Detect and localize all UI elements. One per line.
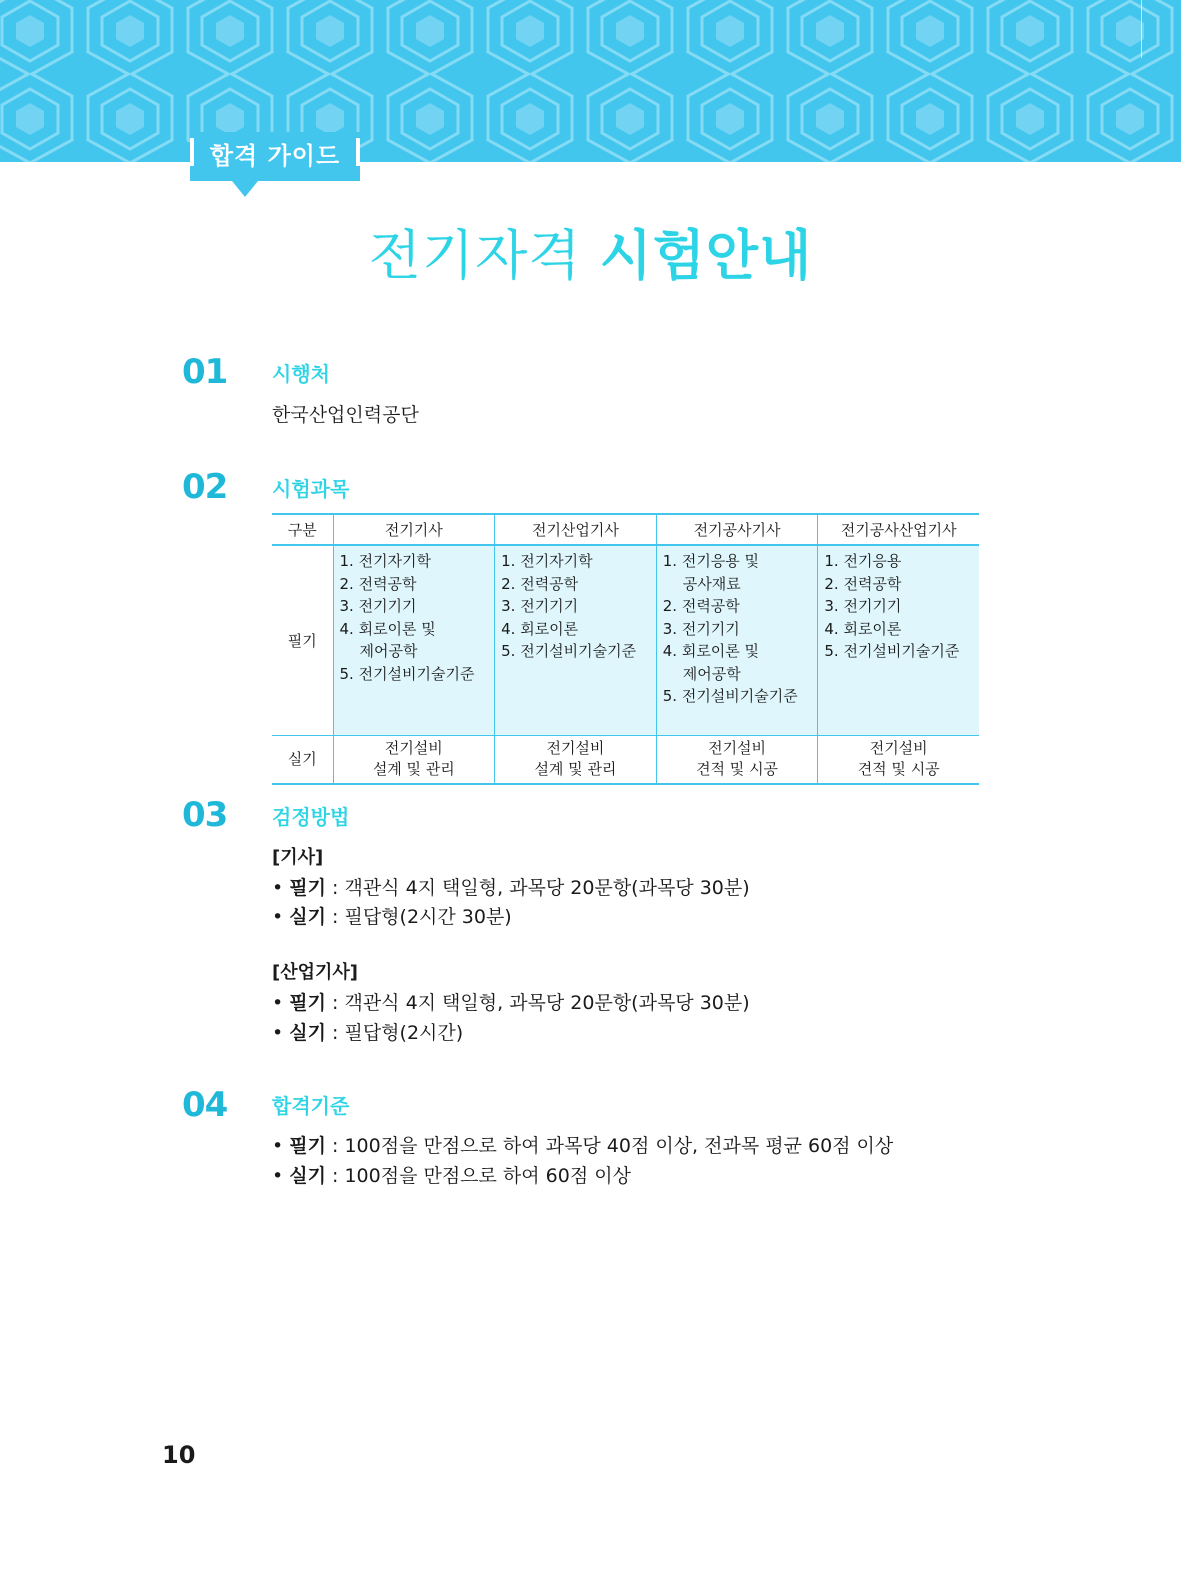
sanup-practical-line (272, 1018, 463, 1045)
bullet-text: : 100점을 만점으로 하여 과목당 40점 이상, 전과목 평균 60점 이상 (325, 1135, 894, 1157)
sanup-written-line (272, 988, 750, 1015)
table-header-cell: 구분 (272, 514, 333, 545)
bullet: • (272, 992, 284, 1014)
subject-line: 3. 전기기기 (339, 597, 417, 615)
bullet: • (272, 1165, 284, 1187)
practical-cell (818, 735, 979, 784)
practical-line: 견적 및 시공 (696, 760, 779, 779)
gisa-written-line (272, 873, 750, 900)
guide-tab-arrow (232, 181, 258, 197)
criteria-practical-line (272, 1161, 631, 1188)
subject-line: 1. 전기자기학 (339, 552, 432, 570)
table-row-written (272, 545, 979, 735)
table-row-practical (272, 735, 979, 784)
subject-line: 2. 전력공학 (662, 597, 740, 615)
practical-line: 전기설비 (546, 739, 605, 758)
table-header-cell: 전기산업기사 (495, 514, 657, 545)
guide-tab (190, 132, 360, 181)
criteria-written-line (272, 1131, 893, 1158)
section-title-02: 시험과목 (272, 477, 350, 501)
table-header-row (272, 514, 979, 545)
fold-line (1141, 0, 1142, 58)
subject-line: 제어공학 (359, 642, 418, 660)
written-cell (495, 545, 657, 735)
subject-line: 5. 전기설비기술기준 (501, 642, 637, 660)
page-number: 10 (162, 1441, 196, 1469)
section-title-01: 시행처 (272, 362, 330, 386)
header-pattern-band (0, 0, 1181, 162)
bullet-label: 필기 (289, 877, 326, 899)
practical-line: 전기설비 (384, 739, 443, 758)
subject-line: 4. 회로이론 (501, 619, 579, 638)
gisa-practical-line (272, 902, 512, 929)
subject-line: 4. 회로이론 (824, 619, 902, 638)
section-number-01: 01 (182, 352, 228, 392)
bullet-label: 실기 (289, 1022, 326, 1044)
bullet-label: 실기 (289, 906, 326, 928)
bullet-label: 필기 (289, 1135, 326, 1157)
section-title-03: 검정방법 (272, 805, 350, 829)
subject-line: 1. 전기자기학 (501, 552, 593, 570)
bullet-text: : 100점을 만점으로 하여 60점 이상 (325, 1165, 631, 1187)
table-header-cell: 전기공사산업기사 (818, 514, 979, 545)
subject-line: 4. 회로이론 및 (662, 642, 760, 660)
subject-line: 1. 전기응용 및 (662, 552, 760, 570)
practical-cell (656, 735, 818, 784)
bullet-label: 실기 (289, 1165, 326, 1187)
bullet-label: 필기 (289, 992, 326, 1014)
section-title-04: 합격기준 (272, 1094, 350, 1118)
section-number-04: 04 (182, 1085, 228, 1125)
sanup-heading: [산업기사] (272, 962, 359, 983)
subject-line: 2. 전력공학 (339, 574, 417, 593)
page-title (0, 213, 1181, 290)
subject-line: 2. 전력공학 (824, 574, 902, 593)
practical-line: 전기설비 (708, 739, 767, 758)
practical-line: 설계 및 관리 (372, 760, 455, 779)
bullet: • (272, 1022, 284, 1044)
organizer-text: 한국산업인력공단 (272, 404, 419, 426)
subject-line: 1. 전기응용 (824, 552, 902, 570)
subject-line: 5. 전기설비기술기준 (339, 664, 475, 683)
bullet-text: : 객관식 4지 택일형, 과목당 20문항(과목당 30분) (325, 877, 750, 899)
bullet: • (272, 877, 284, 899)
bullet-text: : 필답형(2시간) (325, 1022, 464, 1044)
title-bold: 시험안내 (599, 224, 813, 287)
row-label-written: 필기 (272, 545, 333, 735)
bullet: • (272, 1135, 284, 1157)
practical-cell (333, 735, 495, 784)
bullet-text: : 객관식 4지 택일형, 과목당 20문항(과목당 30분) (325, 992, 750, 1014)
subject-line: 3. 전기기기 (501, 597, 579, 615)
written-cell (333, 545, 495, 735)
practical-line: 견적 및 시공 (857, 760, 940, 779)
section-number-03: 03 (182, 795, 228, 835)
table-header-cell: 전기기사 (333, 514, 495, 545)
bullet-text: : 필답형(2시간 30분) (325, 906, 512, 928)
table-header-cell: 전기공사기사 (656, 514, 818, 545)
section-number-02: 02 (182, 467, 228, 507)
title-light: 전기자격 (368, 224, 582, 287)
subject-line: 5. 전기설비기술기준 (662, 687, 798, 705)
bullet: • (272, 906, 284, 928)
written-cell (656, 545, 818, 735)
gisa-heading: [기사] (272, 847, 324, 868)
practical-cell (495, 735, 657, 784)
guide-tab-label: 합격 가이드 (209, 142, 341, 170)
practical-line: 전기설비 (869, 739, 928, 758)
subject-line: 공사재료 (682, 574, 741, 593)
subject-line: 제어공학 (682, 664, 741, 683)
written-cell (818, 545, 979, 735)
subject-line: 5. 전기설비기술기준 (824, 642, 960, 660)
subject-line: 2. 전력공학 (501, 574, 579, 593)
subjects-table (272, 513, 979, 785)
subject-line: 3. 전기기기 (824, 597, 902, 615)
subject-line: 4. 회로이론 및 (339, 619, 436, 638)
tab-right-bar (356, 138, 360, 166)
hexagon-pattern (0, 0, 1181, 162)
subject-line: 3. 전기기기 (662, 619, 740, 638)
row-label-practical: 실기 (272, 735, 333, 784)
practical-line: 설계 및 관리 (534, 760, 617, 779)
